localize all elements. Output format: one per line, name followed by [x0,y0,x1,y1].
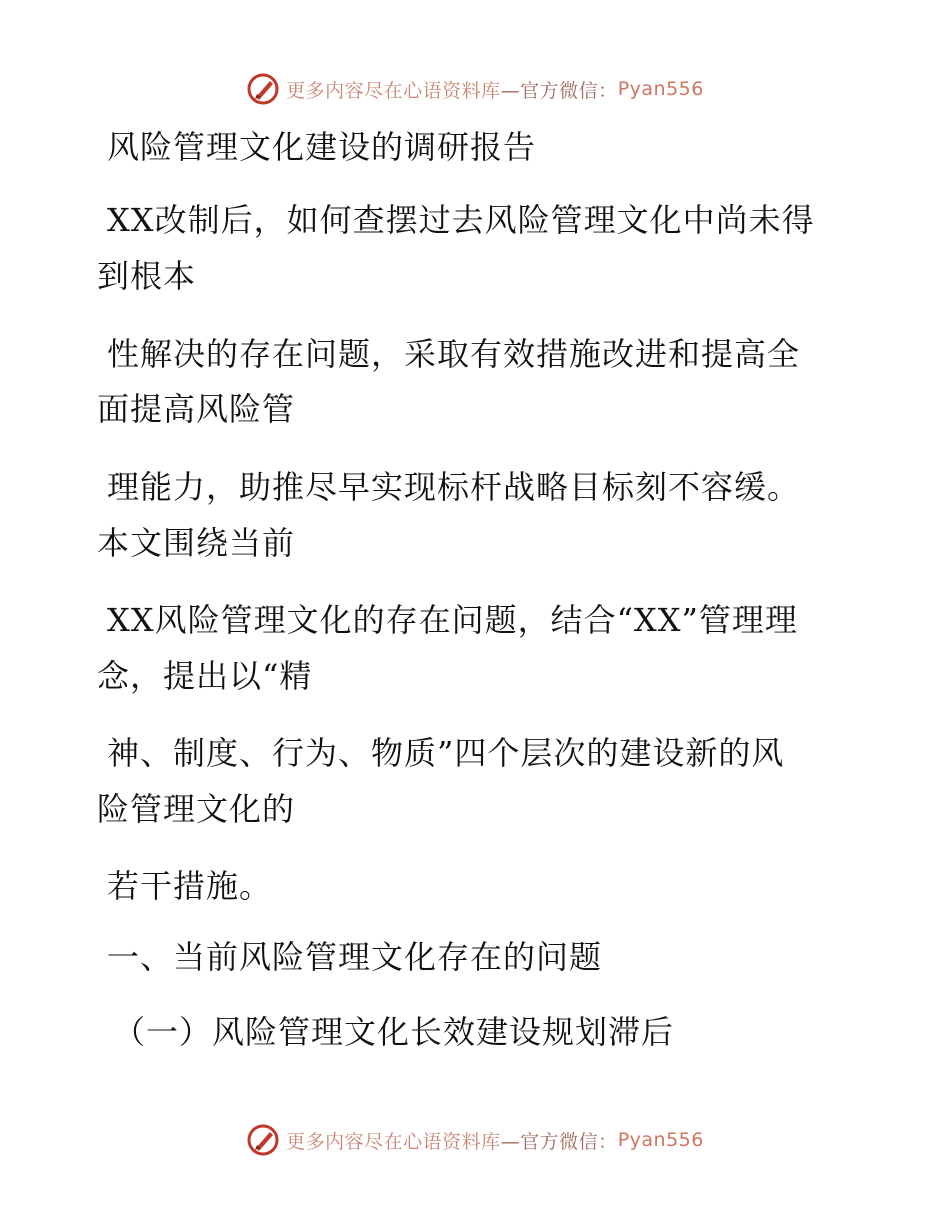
watermark-wechat-id: Pyan556 [617,1129,704,1151]
pen-circle-logo-icon [246,1123,280,1157]
subsection-heading: （一）风险管理文化长效建设规划滞后 [113,1013,675,1051]
paragraph-line: 理能力，助推尽早实现标杆战略目标刻不容缓。 [107,468,801,506]
watermark-brand-text: 更多内容尽在心语资料库 [286,1130,501,1153]
paragraph-line: 面提高风险管 [97,390,296,428]
paragraph-line: 念，提出以“精 [97,657,313,695]
watermark-official-text: —官方微信： [500,1130,618,1153]
paragraph-line: XX风险管理文化的存在问题，结合“XX”管理理 [107,601,798,639]
paragraph-line: XX改制后，如何查摆过去风险管理文化中尚未得 [107,201,815,239]
paragraph-line: 性解决的存在问题，采取有效措施改进和提高全 [107,335,801,373]
watermark-wechat-id: Pyan556 [617,78,704,100]
watermark-brand-text: 更多内容尽在心语资料库 [286,79,501,102]
paragraph-line: 到根本 [97,257,197,295]
paragraph-line: 本文围绕当前 [97,524,296,562]
paragraph-line: 神、制度、行为、物质”四个层次的建设新的风 [107,734,785,772]
footer-watermark [0,1123,950,1157]
watermark-official-text: —官方微信： [500,79,618,102]
header-watermark [0,72,950,106]
section-heading: 一、当前风险管理文化存在的问题 [107,938,603,976]
paragraph-line: 险管理文化的 [97,790,296,828]
document-title: 风险管理文化建设的调研报告 [107,128,537,166]
paragraph-line: 若干措施。 [107,867,273,905]
pen-circle-logo-icon [246,72,280,106]
